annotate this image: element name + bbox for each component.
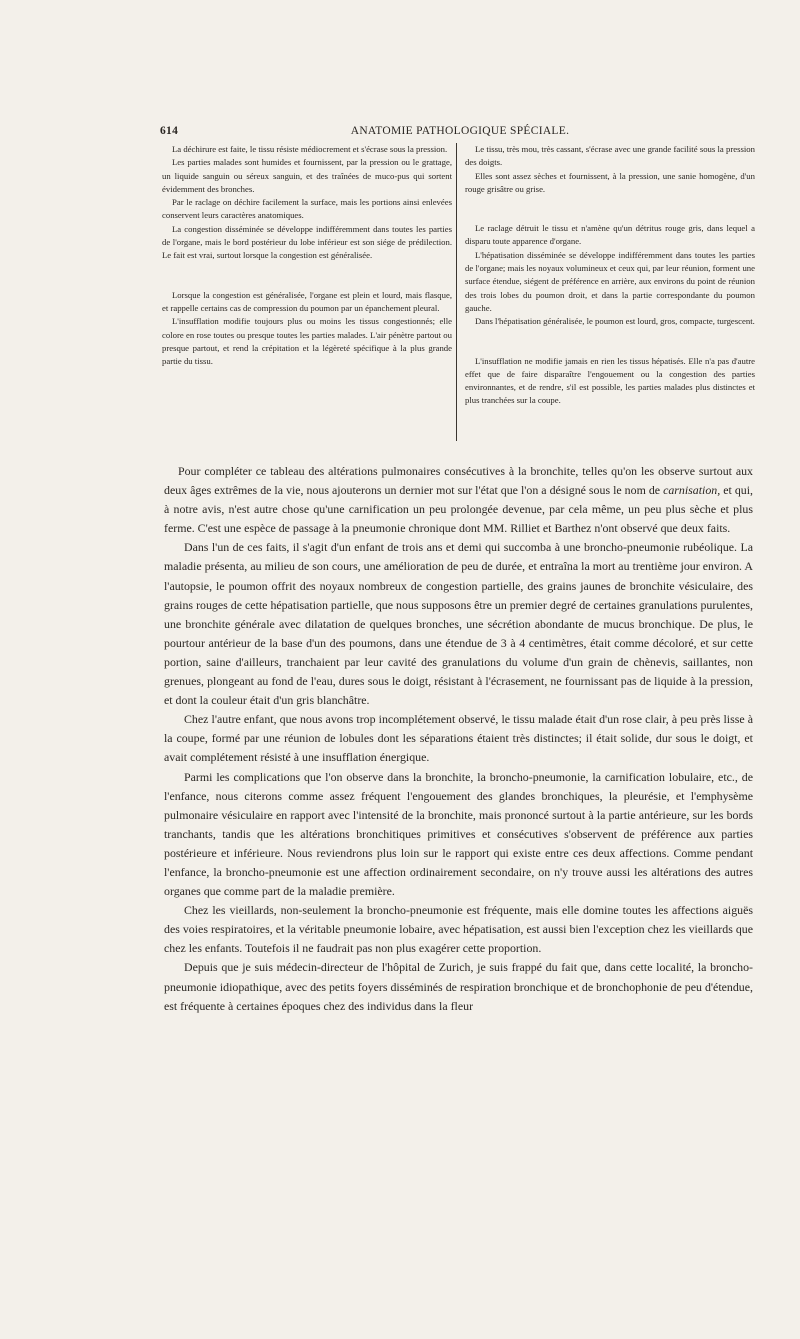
left-paragraph: La déchirure est faite, le tissu résiste médiocrement et s'écrase sous la pression. [172, 144, 448, 154]
right-paragraph: L'insufflation ne modifie jamais en rien les tissus hépatisés. Elle n'a pas d'autre effet que de faire disparaître l'engouement ou la congestion des parties environnantes, et de rendre, s'il est possible, les parties malades plus distinctes et plus tranchées sur la coupe. [465, 355, 755, 406]
page-number: 614 [160, 125, 179, 137]
right-column [465, 143, 755, 408]
left-paragraph: La congestion disséminée se développe indifféremment dans toutes les parties de l'organe, mais le bord postérieur du lobe inférieur est son siége de prédilection. Le fait est vrai, surtout lorsque la congestion est généralisée. [162, 223, 452, 261]
body-paragraph: Chez l'autre enfant, que nous avons trop incomplétement observé, le tissu malade était d'un rose clair, à peu près lisse à la coupe, formé par une réunion de lobules dont les séparations étaient très distinctes; il était solide, dur sous le doigt, et avait complétement résisté à une insufflation énergique. [164, 712, 753, 765]
column-gap [465, 196, 755, 222]
right-paragraph: L'hépatisation disséminée se développe indifféremment dans toutes les parties de l'organe; mais les noyaux volumineux et ceux qui, par leur réunion, forment une surface étendue, siégent de préférence en arrière, aux environs du point de réunion des trois lobes du poumon droit, et dans la partie correspondante du poumon gauche. [465, 249, 755, 313]
column-gap [465, 329, 755, 355]
body-paragraph: Depuis que je suis médecin-directeur de l'hôpital de Zurich, je suis frappé du fait que, dans cette localité, la broncho-pneumonie idiopathique, avec des petits foyers disséminés de respiration bronchique et de bronchophonie de peu d'étendue, est fréquente à certaines époques chez des individus dans la fleur [164, 960, 753, 1013]
body-paragraph [164, 462, 753, 538]
body-paragraph: Parmi les complications que l'on observe dans la bronchite, la broncho-pneumonie, la carnification lobulaire, etc., de l'enfance, nous citerons comme assez fréquent l'engouement des glandes bronchiques, la pleurésie, et l'emphysème pulmonaire vésiculaire en rapport avec l'intensité de la bronchite, mais prononcé surtout à la partie antérieure, sur les bords tranchants, tandis que les altérations bronchitiques primitives et consécutives s'observent de préférence aux parties postérieure et inférieure. Nous reviendrons plus loin sur le rapport qui existe entre ces deux affections. Comme pendant l'enfance, la broncho-pneumonie est une affection ordinairement secondaire, on n'y trouve aussi les altérations des autres organes que comme part de la maladie première. [164, 769, 753, 899]
left-paragraph: Par le raclage on déchire facilement la surface, mais les portions ainsi enlevées conservent leurs caractères anatomiques. [162, 197, 452, 221]
right-paragraph: Le raclage détruit le tissu et n'amène qu'un détritus rouge gris, dans lequel a disparu toute apparence d'organe. [465, 223, 755, 247]
left-paragraph: Les parties malades sont humides et fournissent, par la pression ou le grattage, un liquide sanguin ou séreux sanguin, et des traînées de muco-pus qui sortent évidemment des bronches. [162, 157, 452, 194]
left-column [162, 143, 452, 368]
right-paragraph: Elles sont assez sèches et fournissent, à la pression, une sanie homogène, d'un rouge grisâtre ou grise. [465, 170, 755, 194]
left-paragraph: Lorsque la congestion est généralisée, l'organe est plein et lourd, mais flasque, et rappelle certains cas de compression du poumon par un épanchement pleural. [162, 289, 452, 313]
text-run: et qui, à notre avis, n'est autre chose qu'une carnification un peu prolongée devenue, par cela même, un peu plus sèche et plus ferme. C'est une espèce de passage à la pneumonie chronique dont MM. Rilliet et Barthez n'ont observé que deux faits. [164, 483, 753, 536]
running-title: ANATOMIE PATHOLOGIQUE SPÉCIALE. [350, 125, 570, 137]
right-paragraph: Dans l'hépatisation généralisée, le poumon est lourd, gros, compacte, turgescent. [475, 316, 755, 327]
body-paragraph: Chez les vieillards, non-seulement la broncho-pneumonie est fréquente, mais elle domine toutes les affections aiguës des voies respiratoires, et la véritable pneumonie lobaire, avec hépatisation, est aussi bien l'exception chez les vieillards que chez les enfants. Toutefois il ne faudrait pas non plus exagérer cette proportion. [164, 903, 753, 956]
left-paragraph: L'insufflation modifie toujours plus ou moins les tissus congestionnés; elle colore en rose toutes ou presque toutes les parties malades. L'air pénètre partout ou presque partout, et rend la crépitation et la légèreté spécifique à la plus grande partie du tissu. [162, 316, 452, 367]
column-gap [162, 263, 452, 289]
text-run: Pour compléter ce tableau des altérations pulmonaires consécutives à la bronchite, telles qu'on les observe surtout aux deux âges extrêmes de la vie, nous ajouterons un dernier mot sur l'état que l'on a désigné sous le nom de [164, 464, 753, 498]
running-header [160, 125, 760, 141]
emphasized-term: carnisation, [663, 483, 721, 498]
main-text [164, 462, 753, 1016]
column-divider [456, 143, 457, 441]
right-paragraph: Le tissu, très mou, très cassant, s'écrase avec une grande facilité sous la pression des doigts. [465, 144, 755, 168]
body-paragraph: Dans l'un de ces faits, il s'agit d'un enfant de trois ans et demi qui succomba à une broncho-pneumonie rubéolique. La maladie présenta, au milieu de son cours, une amélioration de peu de durée, et entraîna la mort au trentième jour environ. A l'autopsie, le poumon offrit des noyaux nombreux de congestion partielle, des grains jaunes de bronchite vésiculaire, des grains rouges de cette hépatisation partielle, que nous supposons être un premier degré de certaines granulations purulentes, une bronchite générale avec dilatation de quelques bronches, une sécrétion abondante de mucus bronchique. De plus, le pourtour antérieur de la base d'un des poumons, dans une étendue de 3 à 4 centimètres, était comme décoloré, et sur cette portion, saine d'ailleurs, tranchaient par leur cavité des granulations du volume d'un grain de chènevis, saillantes, non grenues, plongeant au fond de l'eau, dures sous le doigt, résistant à l'écrasement, ne fournissant pas de liquide à la pression, et dont la couleur était d'un gris blanchâtre. [164, 540, 753, 708]
